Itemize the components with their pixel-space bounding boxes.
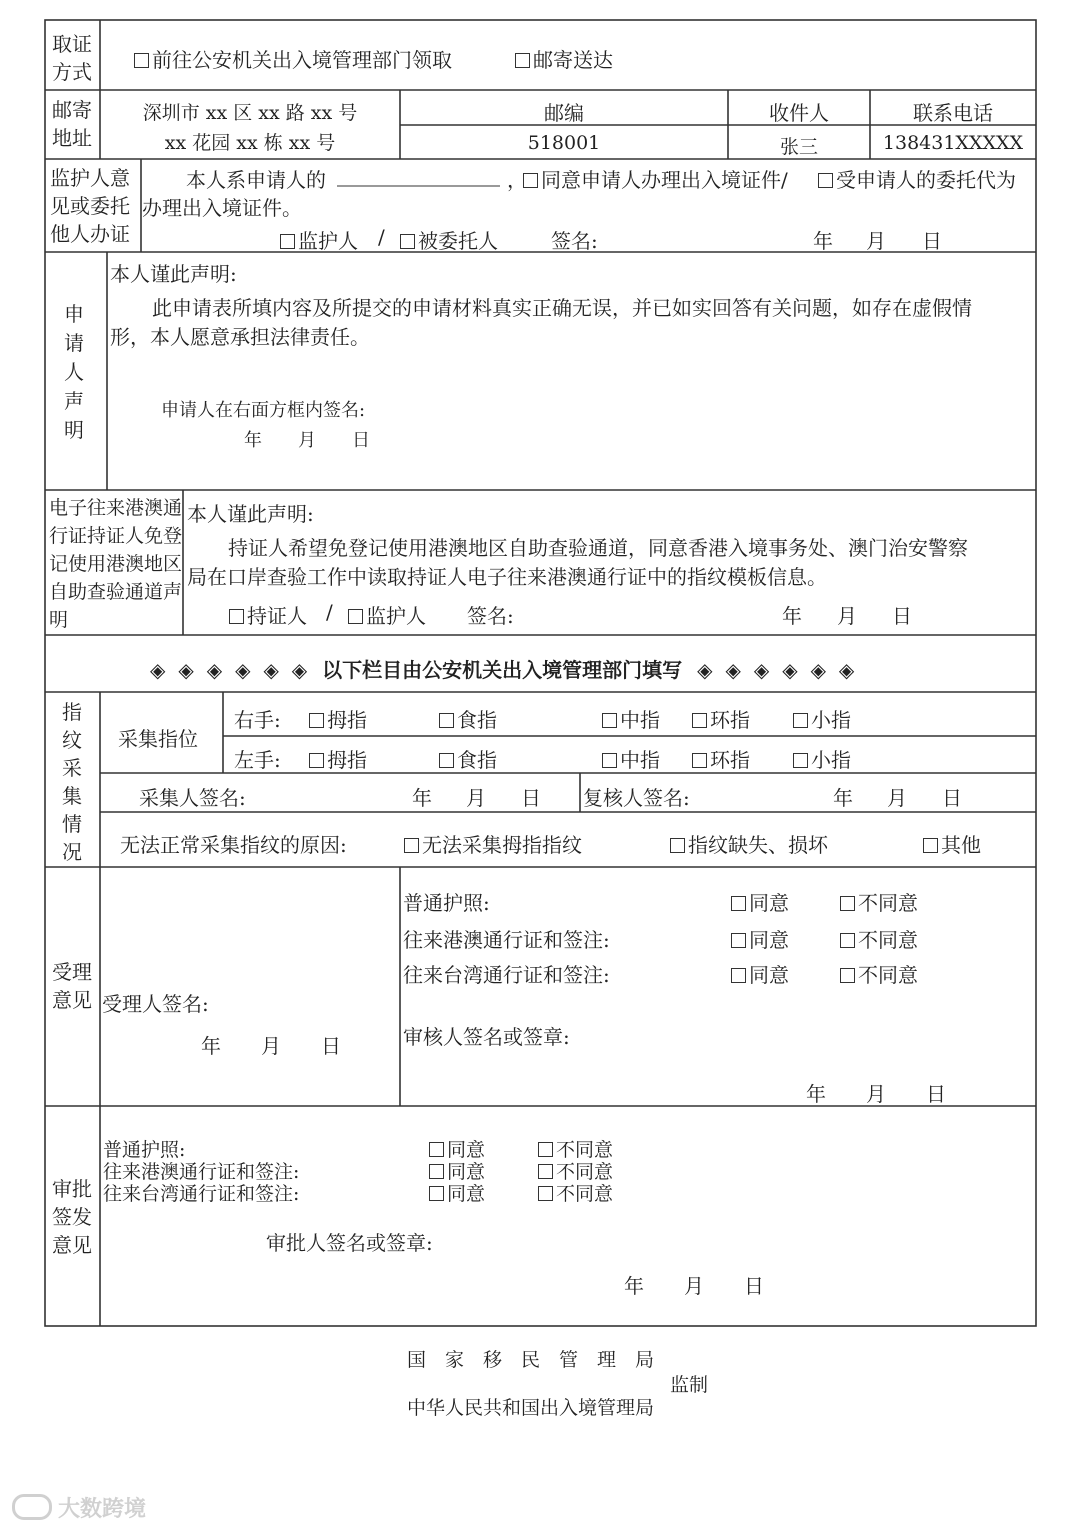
approval-agree-passport[interactable]: 同意	[429, 1140, 485, 1161]
footer-org-immigration: 国 家 移 民 管 理 局	[407, 1349, 655, 1371]
guardian-text-prefix: 本人系申请人的	[186, 168, 326, 192]
checkbox-icon[interactable]	[840, 933, 855, 948]
checkbox-icon[interactable]	[429, 1142, 444, 1157]
collection-option-mail[interactable]: 邮寄送达	[515, 44, 613, 73]
checkbox-icon[interactable]	[404, 838, 419, 853]
acceptance-agree-passport[interactable]: 同意	[731, 887, 789, 916]
watermark-logo-icon	[12, 1494, 52, 1520]
collection-label: 取证方式	[52, 32, 92, 84]
phone-value[interactable]: 138431XXXXX	[882, 132, 1024, 154]
checkbox-icon[interactable]	[429, 1186, 444, 1201]
fingerprint-label: 指纹采集情况	[62, 700, 82, 864]
checkbox-icon[interactable]	[692, 713, 707, 728]
diamond-icon: ◈	[782, 658, 798, 682]
epermit-decl-body2: 局在口岸查验工作中读取持证人电子往来港澳通行证中的指纹模板信息。	[187, 565, 827, 589]
approval-label: 审批签发意见	[52, 1177, 92, 1257]
approval-agree-tw[interactable]: 同意	[429, 1184, 485, 1205]
address-line2: xx 花园 xx 栋 xx 号	[164, 132, 336, 154]
date-month: 月	[866, 229, 886, 253]
diamond-icon: ◈	[838, 658, 855, 682]
checkbox-icon[interactable]	[602, 753, 617, 768]
date-day: 日	[942, 786, 962, 810]
checkbox-icon[interactable]	[309, 713, 324, 728]
checkbox-icon[interactable]	[229, 609, 244, 624]
auditor-sign-label: 审核人签名或签章:	[403, 1025, 570, 1049]
date-day: 日	[521, 786, 541, 810]
right-index[interactable]: 食指	[439, 704, 497, 733]
approval-agree-hkmo[interactable]: 同意	[429, 1162, 485, 1183]
guardian-role-guardian[interactable]: 监护人	[280, 225, 358, 254]
approval-disagree-hkmo[interactable]: 不同意	[538, 1162, 613, 1183]
slash: /	[378, 225, 385, 249]
recipient-value[interactable]: 张三	[779, 136, 818, 158]
checkbox-icon[interactable]	[840, 968, 855, 983]
date-month: 月	[837, 604, 857, 628]
epermit-decl-heading: 本人谨此声明:	[187, 502, 314, 526]
recipient-header: 收件人	[769, 101, 829, 125]
approval-disagree-tw[interactable]: 不同意	[538, 1184, 613, 1205]
applicant-decl-body2: 形，本人愿意承担法律责任。	[110, 325, 370, 349]
approval-doc-hkmo: 往来港澳通行证和签注:	[103, 1161, 300, 1183]
epermit-role-guardian[interactable]: 监护人	[348, 600, 426, 629]
applicant-decl-body1: 此申请表所填内容及所提交的申请材料真实正确无误，并已如实回答有关问题，如存在虚假情	[152, 296, 972, 320]
guardian-text-suffix: ，	[507, 168, 527, 192]
checkbox-icon[interactable]	[515, 53, 530, 68]
approval-doc-passport: 普通护照:	[103, 1139, 186, 1161]
date-year: 年	[412, 786, 432, 810]
right-little[interactable]: 小指	[793, 704, 851, 733]
diamond-icon: ◈	[206, 658, 223, 682]
acceptance-doc-tw: 往来台湾通行证和签注:	[403, 963, 610, 987]
epermit-decl-label: 电子往来港澳通行证持证人免登记使用港澳地区自助查验通道声明	[49, 497, 183, 631]
right-hand-label: 右手:	[234, 708, 281, 732]
right-thumb[interactable]: 拇指	[309, 704, 367, 733]
date-year: 年	[782, 604, 802, 628]
checkbox-icon[interactable]	[348, 609, 363, 624]
diamond-icon: ◈	[697, 658, 713, 682]
applicant-decl-label: 申请人声明	[64, 302, 84, 442]
diamond-icon: ◈	[263, 658, 279, 682]
approval-doc-tw: 往来台湾通行证和签注:	[103, 1183, 300, 1205]
diamond-icon: ◈	[235, 658, 251, 682]
phone-header: 联系电话	[913, 101, 993, 125]
checkbox-icon[interactable]	[429, 1164, 444, 1179]
diamond-icon: ◈	[725, 658, 741, 682]
checkbox-icon[interactable]	[793, 713, 808, 728]
handler-sign-date: 年 月 日	[201, 1034, 341, 1058]
left-little[interactable]: 小指	[793, 744, 851, 773]
date-year: 年	[813, 229, 833, 253]
epermit-decl-body1: 持证人希望免登记使用港澳地区自助查验通道，同意香港入境事务处、澳门治安警察	[228, 536, 968, 560]
guardian-role-entrustee[interactable]: 被委托人	[400, 225, 498, 254]
checkbox-icon[interactable]	[134, 53, 149, 68]
left-ring[interactable]: 环指	[692, 744, 750, 773]
checkbox-icon[interactable]	[670, 838, 685, 853]
diamond-icon: ◈	[810, 658, 826, 682]
mailing-label: 邮寄地址	[52, 98, 92, 150]
guardian-line2: 办理出入境证件。	[142, 196, 302, 220]
checkbox-icon[interactable]	[818, 173, 833, 188]
acceptance-agree-tw[interactable]: 同意	[731, 959, 789, 988]
approver-sign-label: 审批人签名或签章:	[266, 1231, 433, 1255]
office-banner	[150, 654, 854, 683]
date-year: 年	[833, 786, 853, 810]
watermark: 大数跨境	[12, 1492, 146, 1523]
checkbox-icon[interactable]	[602, 713, 617, 728]
checkbox-icon[interactable]	[692, 753, 707, 768]
acceptance-disagree-tw[interactable]: 不同意	[840, 959, 918, 988]
address-line1: 深圳市 xx 区 xx 路 xx 号	[142, 102, 358, 124]
checkbox-icon[interactable]	[731, 968, 746, 983]
epermit-sign-label: 签名:	[467, 604, 514, 628]
left-middle[interactable]: 中指	[602, 744, 660, 773]
collector-sign-label: 采集人签名:	[139, 786, 246, 810]
checkbox-icon[interactable]	[538, 1142, 553, 1157]
date-month: 月	[466, 786, 486, 810]
checkbox-icon[interactable]	[309, 753, 324, 768]
checkbox-icon[interactable]	[400, 234, 415, 249]
slash: /	[326, 600, 333, 624]
checkbox-icon[interactable]	[538, 1164, 553, 1179]
guardian-option-entrusted[interactable]: 受申请人的委托代为	[818, 164, 1016, 193]
approval-disagree-passport[interactable]: 不同意	[538, 1140, 613, 1161]
right-ring[interactable]: 环指	[692, 704, 750, 733]
checkbox-icon[interactable]	[923, 838, 938, 853]
footer-org-exit-entry: 中华人民共和国出入境管理局	[407, 1397, 655, 1419]
checkbox-icon[interactable]	[439, 713, 454, 728]
reason-other[interactable]: 其他	[923, 829, 981, 858]
guardian-relation-blank[interactable]	[337, 164, 500, 186]
left-hand-label: 左手:	[234, 748, 281, 772]
office-banner-text: 以下栏目由公安机关出入境管理部门填写	[322, 658, 683, 682]
checkbox-icon[interactable]	[793, 753, 808, 768]
acceptance-disagree-passport[interactable]: 不同意	[840, 887, 918, 916]
applicant-decl-heading: 本人谨此声明:	[110, 262, 237, 286]
acceptance-doc-hkmo: 往来港澳通行证和签注:	[403, 928, 610, 952]
date-month: 月	[887, 786, 907, 810]
checkbox-icon[interactable]	[731, 933, 746, 948]
acceptance-disagree-hkmo[interactable]: 不同意	[840, 924, 918, 953]
diamond-icon: ◈	[150, 658, 166, 682]
approver-sign-date: 年 月 日	[624, 1274, 764, 1298]
left-thumb[interactable]: 拇指	[309, 744, 367, 773]
postcode-header: 邮编	[544, 101, 584, 125]
checkbox-icon[interactable]	[280, 234, 295, 249]
guardian-sign-label: 签名:	[551, 229, 598, 253]
checkbox-icon[interactable]	[439, 753, 454, 768]
applicant-sign-prompt: 申请人在右面方框内签名:	[161, 400, 366, 421]
checkbox-icon[interactable]	[538, 1186, 553, 1201]
date-day: 日	[892, 604, 912, 628]
reviewer-sign-label: 复核人签名:	[583, 786, 690, 810]
diamond-icon: ◈	[753, 658, 770, 682]
guardian-option-agree[interactable]: 同意申请人办理出入境证件/	[523, 164, 788, 193]
auditor-sign-date: 年 月 日	[806, 1082, 946, 1106]
right-middle[interactable]: 中指	[602, 704, 660, 733]
diamond-icon: ◈	[291, 658, 308, 682]
reason-label: 无法正常采集指纹的原因:	[120, 833, 347, 857]
date-day: 日	[922, 229, 942, 253]
reason-missing[interactable]: 指纹缺失、损坏	[670, 829, 828, 858]
applicant-sign-date: 年 月 日	[244, 430, 370, 451]
postcode-value[interactable]: 518001	[527, 132, 601, 154]
acceptance-label: 受理意见	[52, 960, 92, 1012]
handler-sign-label: 受理人签名:	[102, 992, 209, 1016]
guardian-label: 监护人意见或委托他人办证	[50, 166, 130, 246]
checkbox-icon[interactable]	[840, 896, 855, 911]
collection-option-office[interactable]: 前往公安机关出入境管理部门领取	[134, 44, 452, 73]
checkbox-icon[interactable]	[523, 173, 538, 188]
diamond-icon: ◈	[178, 658, 194, 682]
finger-position-label: 采集指位	[118, 727, 198, 751]
acceptance-agree-hkmo[interactable]: 同意	[731, 924, 789, 953]
left-index[interactable]: 食指	[439, 744, 497, 773]
acceptance-doc-passport: 普通护照:	[403, 891, 490, 915]
checkbox-icon[interactable]	[731, 896, 746, 911]
epermit-role-holder[interactable]: 持证人	[229, 600, 307, 629]
footer-supervise: 监制	[670, 1374, 709, 1396]
reason-thumb[interactable]: 无法采集拇指指纹	[404, 829, 582, 858]
